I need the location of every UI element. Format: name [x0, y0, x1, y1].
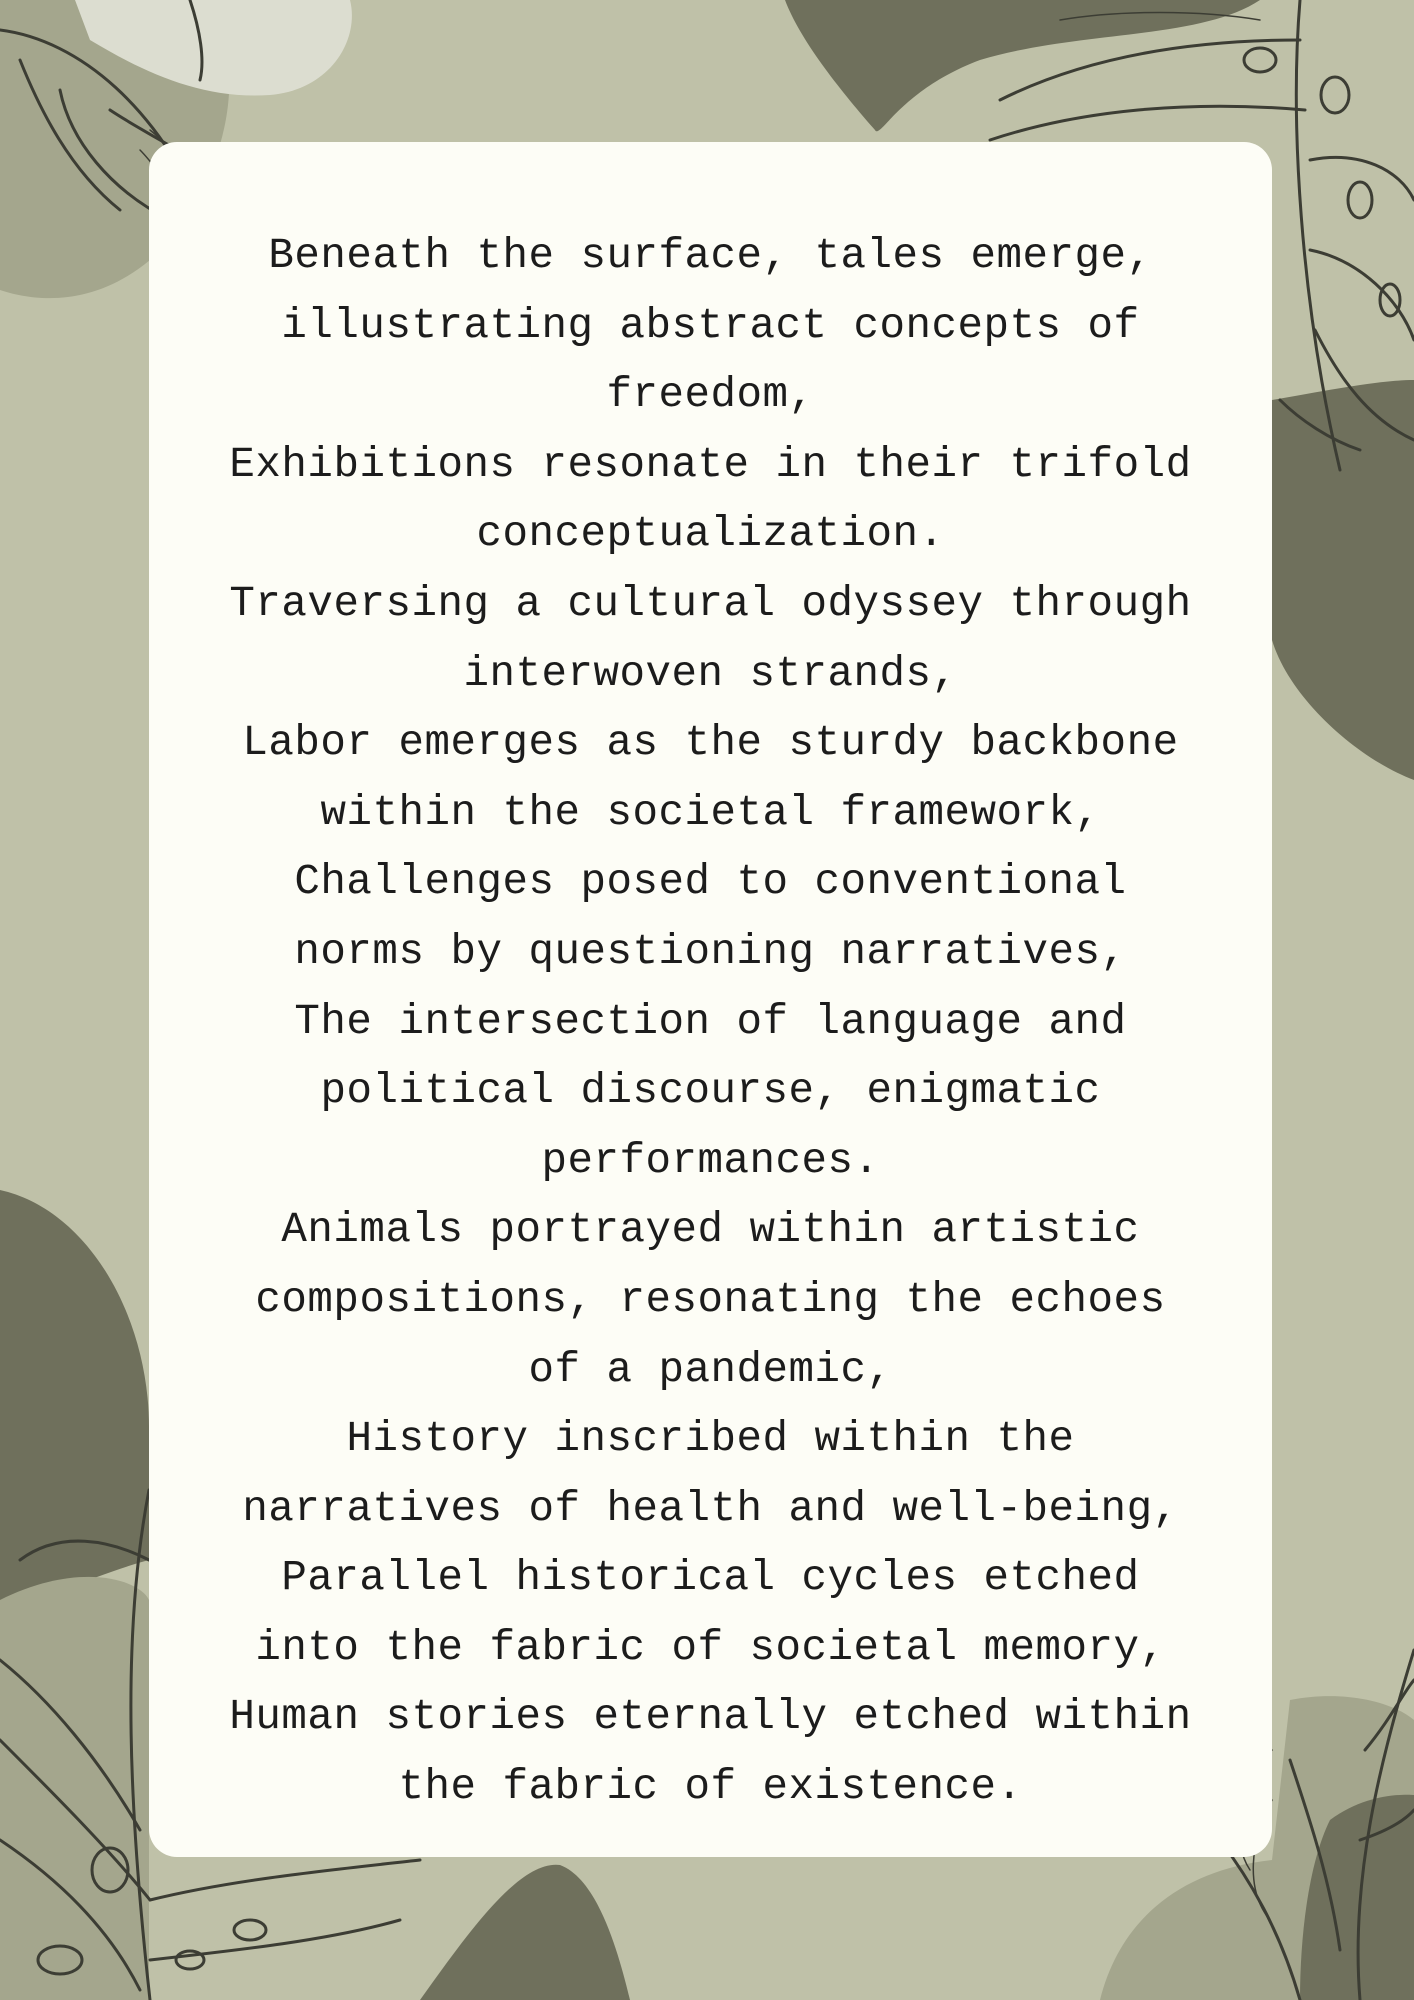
organic-blob-shape — [0, 1190, 149, 1610]
poem-line: narratives of health and well-being, — [242, 1484, 1179, 1533]
poem-line: Animals portrayed within artistic — [281, 1206, 1140, 1255]
poem-text — [149, 222, 1272, 1823]
poem-line: Challenges posed to conventional — [294, 858, 1127, 907]
organic-blob-shape — [0, 1577, 149, 2000]
poem-line: History inscribed within the — [346, 1415, 1075, 1464]
poem-line: interwoven strands, — [463, 649, 958, 698]
poem-line: the fabric of existence. — [398, 1763, 1023, 1812]
poem-line: Parallel historical cycles etched — [281, 1554, 1140, 1603]
poem-line: Human stories eternally etched within — [229, 1693, 1192, 1742]
poem-line: norms by questioning narratives, — [294, 927, 1127, 976]
poem-line: freedom, — [606, 371, 815, 420]
poem-line: political discourse, enigmatic — [320, 1067, 1101, 1116]
poem-line: of a pandemic, — [528, 1345, 893, 1394]
organic-blob-shape — [420, 1865, 630, 2000]
poem-line: The intersection of language and — [294, 997, 1127, 1046]
poem-line: illustrating abstract concepts of — [281, 301, 1140, 350]
organic-blob-shape — [785, 0, 1260, 131]
organic-blob-shape — [1272, 380, 1414, 780]
poem-line: into the fabric of societal memory, — [255, 1623, 1166, 1672]
poem-line: performances. — [541, 1136, 880, 1185]
poem-line: conceptualization. — [476, 510, 945, 559]
poem-line: Labor emerges as the sturdy backbone — [242, 719, 1179, 768]
poem-line: compositions, resonating the echoes — [255, 1275, 1166, 1324]
poem-line: within the societal framework, — [320, 788, 1101, 837]
poem-line: Exhibitions resonate in their trifold — [229, 440, 1192, 489]
poem-line: Beneath the surface, tales emerge, — [268, 232, 1153, 280]
poem-card — [149, 142, 1272, 1857]
poem-line: Traversing a cultural odyssey through — [229, 579, 1192, 628]
